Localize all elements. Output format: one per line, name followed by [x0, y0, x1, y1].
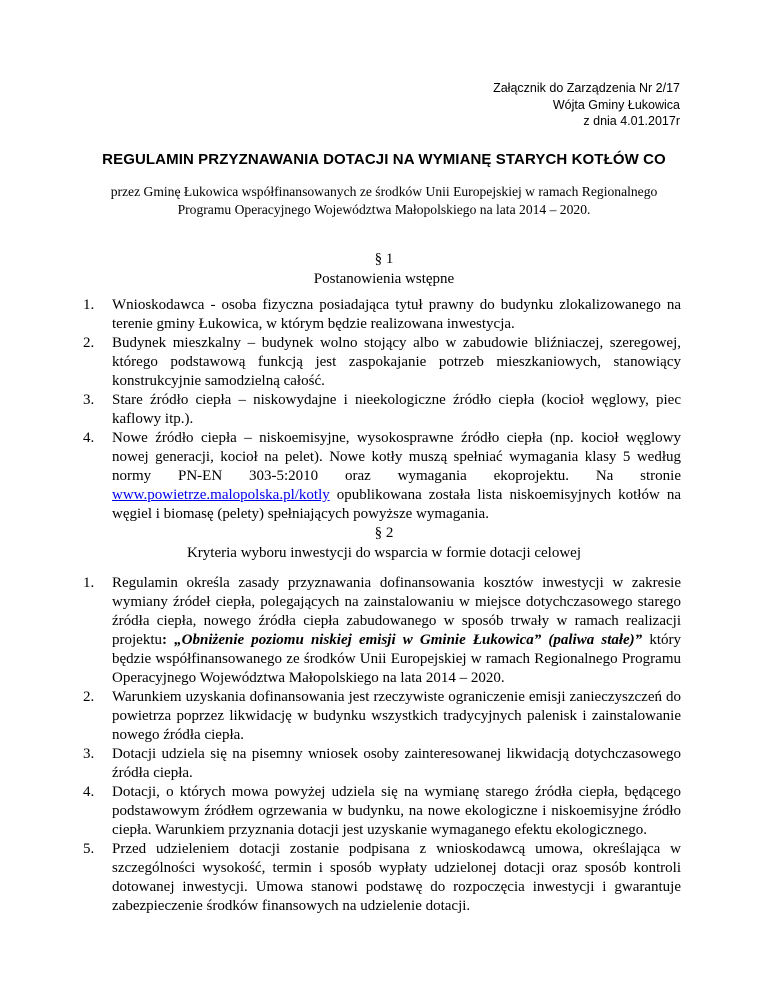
list-item — [83, 334, 681, 391]
list-item — [83, 429, 681, 524]
item-text-start: Regulamin określa zasady przyznawania dofinansowania kosztów inwestycji w zakresie wymiany źródeł ciepła, polegających na zainstalowaniu w miejsce dotychczasowego starego źródła ciepła, nowego źródła ciepła zabudowanego w sposób trwały w ramach realizacji projektu — [112, 575, 681, 648]
item-text: Stare źródło ciepła – niskowydajne i nieekologiczne źródło ciepła (kocioł węglowy, piec kaflowy itp.). — [112, 392, 681, 427]
item-text: Dotacji, o których mowa powyżej udziela się na wymianę starego źródła ciepła, będącego podstawowym źródłem ogrzewania w budynku, na nowe ekologiczne i niskoemisyjne źródło ciepła. Warunkiem przyznania dotacji jest uzyskanie wymaganego efektu ekologicznego. — [112, 784, 681, 838]
list-item — [83, 391, 681, 429]
item-number: 1. — [83, 297, 95, 313]
project-name: „Obniżenie poziomu niskiej emisji w Gminie Łukowica” (paliwa stałe)” — [167, 632, 643, 648]
list-item — [83, 745, 681, 783]
list-item — [83, 296, 681, 334]
item-text: Wnioskodawca - osoba fizyczna posiadająca tytuł prawny do budynku zlokalizowanego na terenie gminy Łukowica, w którym będzie realizowana inwestycja. — [112, 297, 681, 332]
list-item — [83, 840, 681, 916]
item-number: 5. — [83, 841, 95, 857]
item-text-start: Nowe źródło ciepła – niskoemisyjne, wysokosprawne źródło ciepła (np. kocioł węglowy nowej generacji, kocioł na pelet). Nowe kotły muszą spełniać wymagania klasy 5 według normy PN-EN 303-5:2010 oraz wymagania ekoprojektu. Na stronie — [112, 430, 681, 484]
item-number: 3. — [83, 746, 95, 762]
item-number: 1. — [83, 575, 95, 591]
item-number: 2. — [83, 689, 95, 705]
section-2-number: § 2 — [374, 525, 394, 541]
annex-note — [493, 80, 680, 130]
section-1-list — [83, 296, 681, 524]
list-item — [83, 688, 681, 745]
annex-line-3: z dnia 4.01.2017r — [583, 114, 680, 128]
item-number: 4. — [83, 784, 95, 800]
colon: : — [162, 632, 167, 648]
list-item — [83, 574, 681, 688]
item-text: Przed udzieleniem dotacji zostanie podpisana z wnioskodawcą umowa, określająca w szczególności wysokość, termin i sposób wypłaty udzielonej dotacji oraz sposób kontroli dotowanej inwestycji. Umowa stanowi podstawę do rozpoczęcia inwestycji i gwarantuje zabezpieczenie środków finansowych na udzielenie dotacji. — [112, 841, 681, 914]
item-text-end: który będzie współfinansowanego ze środków Unii Europejskiej w ramach Regionalnego Programu Operacyjnego Województwa Małopolskiego na lata 2014 – 2020. — [112, 632, 681, 686]
item-text: Budynek mieszkalny – budynek wolno stojący albo w zabudowie bliźniaczej, szeregowej, którego podstawową funkcją jest zaspokajanie potrzeb mieszkaniowych, stanowiący konstrukcyjnie samodzielną całość. — [112, 335, 681, 389]
document-title: REGULAMIN PRZYZNAWANIA DOTACJI NA WYMIANĘ STARYCH KOTŁÓW CO — [102, 151, 666, 168]
annex-line-1: Załącznik do Zarządzenia Nr 2/17 — [493, 81, 680, 95]
item-text-end: opublikowana została lista niskoemisyjnych kotłów na węgiel i biomasę (pelety) spełniających powyższe wymagania. — [112, 487, 681, 522]
annex-line-2: Wójta Gminy Łukowica — [552, 97, 680, 112]
section-2-list — [83, 574, 681, 916]
item-number: 2. — [83, 335, 95, 351]
section-1-heading: Postanowienia wstępne — [313, 271, 455, 287]
item-text: Warunkiem uzyskania dofinansowania jest rzeczywiste ograniczenie emisji zanieczyszczeń do powietrza poprzez likwidację w budynku wszystkich tradycyjnych palenisk i zainstalowanie nowego źródła ciepła. — [112, 689, 681, 743]
list-item — [83, 783, 681, 840]
section-1-number: § 1 — [374, 251, 394, 267]
section-2-heading: Kryteria wyboru inwestycji do wsparcia w formie dotacji celowej — [186, 545, 582, 561]
kotly-link[interactable]: www.powietrze.malopolska.pl/kotly — [112, 487, 330, 503]
item-text: Dotacji udziela się na pisemny wniosek osoby zainteresowanej likwidacją dotychczasowego źródła ciepła. — [112, 746, 681, 781]
document-subtitle: przez Gminę Łukowica współfinansowanych ze środków Unii Europejskiej w ramach Regionalnego Programu Operacyjnego Województwa Małopolskiego na lata 2014 – 2020. — [110, 184, 658, 217]
item-number: 4. — [83, 430, 95, 446]
item-number: 3. — [83, 392, 95, 408]
